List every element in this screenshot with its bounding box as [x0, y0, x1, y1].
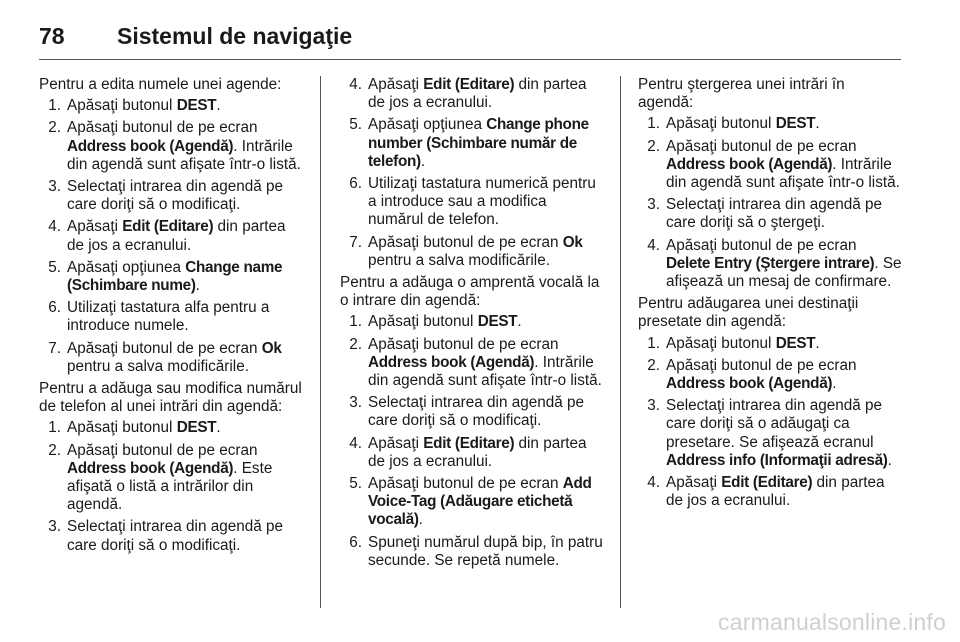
- step-text-end: .: [195, 277, 200, 295]
- step-item: [642, 474, 902, 510]
- step-text-end: .: [216, 419, 221, 437]
- column-3: [638, 76, 902, 514]
- section-intro: Pentru a edita numele unei agende:: [39, 76, 282, 93]
- step-text-end: din partea de jos a ecranului.: [666, 474, 885, 510]
- step-text-end: .: [832, 375, 837, 393]
- step-item: [642, 196, 902, 232]
- step-item: [43, 299, 303, 335]
- step-text: Selectaţi intrarea din agendă pe care doriţi să o adăugaţi ca presetare. Se afişează ecranul: [666, 397, 883, 451]
- step-text: Apăsaţi butonul: [666, 334, 776, 352]
- step-item: [344, 475, 606, 530]
- step-item: [344, 313, 606, 331]
- step-text: Utilizaţi tastatura alfa pentru a introduce numele.: [67, 299, 270, 335]
- step-keyword: Add Voice-Tag (Adăugare etichetă vocală): [368, 475, 592, 529]
- step-item: [344, 234, 606, 270]
- column-2: [340, 76, 606, 574]
- column-divider-1: [320, 76, 321, 608]
- page-header: [39, 16, 352, 56]
- step-item: [43, 218, 303, 254]
- step-text-end: .: [815, 334, 820, 352]
- step-text-end: . Intrările din agendă sunt afişate într-o listă.: [368, 353, 602, 390]
- header-divider: [39, 59, 901, 60]
- step-item: [344, 175, 606, 230]
- step-text-end: . Este afişată o listă a intrărilor din agendă.: [67, 459, 273, 514]
- step-text-end: . Intrările din agendă sunt afişate într-o listă.: [67, 137, 301, 173]
- step-item: [642, 357, 902, 393]
- step-number: 2.: [647, 137, 660, 155]
- step-item: [344, 336, 606, 391]
- page-title: Sistemul de navigaţie: [117, 22, 353, 49]
- step-number: 5.: [48, 258, 61, 276]
- step-text: Selectaţi intrarea din agendă pe care doriţi să o ştergeţi.: [666, 196, 883, 232]
- step-keyword: Address book (Agendă): [666, 375, 833, 393]
- step-text: Apăsaţi butonul de pe ecran: [368, 233, 563, 251]
- step-text: Apăsaţi opţiunea: [67, 258, 186, 276]
- step-text: Apăsaţi butonul: [368, 313, 478, 331]
- step-number: 1.: [48, 419, 61, 437]
- step-text: Apăsaţi: [666, 474, 722, 492]
- step-item: [642, 237, 902, 292]
- step-number: 6.: [48, 299, 61, 317]
- step-text-end: .: [517, 313, 522, 331]
- step-text-end: din partea de jos a ecranului.: [368, 434, 587, 470]
- step-number: 3.: [349, 394, 362, 412]
- step-text-end: din partea de jos a ecranului.: [368, 76, 587, 112]
- step-item: [43, 340, 303, 376]
- step-text: Apăsaţi butonul de pe ecran: [67, 441, 258, 459]
- section-intro: Pentru ştergerea unei intrări în agendă:: [638, 76, 845, 112]
- step-item: [43, 518, 303, 554]
- step-keyword: Edit (Editare): [122, 218, 214, 236]
- step-item: [344, 394, 606, 430]
- section-intro: Pentru adăugarea unei destinaţii presetate din agendă:: [638, 295, 859, 331]
- step-text-end: . Intrările din agendă sunt afişate într-o listă.: [666, 155, 900, 192]
- column-divider-2: [620, 76, 621, 608]
- step-keyword: Address book (Agendă): [67, 137, 234, 155]
- step-text-end: pentru a salva modificările.: [368, 251, 550, 269]
- step-text: Apăsaţi butonul de pe ecran: [368, 335, 559, 353]
- step-list: [39, 97, 303, 376]
- step-keyword: Address info (Informaţii adresă): [666, 451, 888, 469]
- page-number: 78: [39, 22, 65, 49]
- step-item: [344, 76, 606, 112]
- step-number: 4.: [349, 434, 362, 452]
- step-keyword: Address book (Agendă): [666, 155, 833, 173]
- step-text-end: .: [418, 511, 423, 529]
- step-keyword: Edit (Editare): [423, 434, 515, 452]
- step-text: Apăsaţi butonul de pe ecran: [67, 119, 258, 137]
- step-list: [340, 313, 606, 570]
- step-keyword: DEST: [775, 115, 816, 133]
- step-number: 6.: [349, 175, 362, 193]
- step-text-end: pentru a salva modificările.: [67, 357, 249, 375]
- step-number: 3.: [647, 196, 660, 214]
- step-number: 2.: [647, 356, 660, 374]
- step-number: 4.: [349, 76, 362, 93]
- step-item: [43, 97, 303, 115]
- step-number: 4.: [647, 474, 660, 492]
- step-number: 5.: [349, 116, 362, 134]
- step-keyword: DEST: [176, 97, 217, 115]
- column-1: [39, 76, 303, 559]
- step-item: [43, 442, 303, 515]
- step-keyword: Address book (Agendă): [67, 459, 234, 477]
- step-item: [642, 335, 902, 353]
- step-keyword: Edit (Editare): [423, 76, 515, 93]
- step-list: [638, 115, 902, 291]
- step-text: Apăsaţi butonul de pe ecran: [368, 475, 563, 493]
- step-list: [340, 76, 606, 270]
- step-text: Selectaţi intrarea din agendă pe care doriţi să o modificaţi.: [368, 394, 585, 430]
- step-text-end: .: [815, 115, 820, 133]
- watermark: carmanualsonline.info: [718, 609, 946, 635]
- step-item: [43, 178, 303, 214]
- step-number: 7.: [48, 339, 61, 357]
- step-number: 6.: [349, 533, 362, 551]
- step-keyword: Ok: [261, 339, 282, 357]
- step-list: [638, 335, 902, 511]
- step-text: Apăsaţi butonul de pe ecran: [666, 356, 857, 374]
- step-text: Apăsaţi: [368, 434, 424, 452]
- section-intro: Pentru a adăuga sau modifica numărul de telefon al unei intrări din agendă:: [39, 380, 302, 416]
- step-number: 4.: [48, 218, 61, 236]
- step-number: 2.: [48, 441, 61, 459]
- step-item: [642, 115, 902, 133]
- step-item: [344, 534, 606, 570]
- step-item: [642, 138, 902, 193]
- step-text: Apăsaţi: [368, 76, 424, 93]
- step-number: 3.: [647, 397, 660, 415]
- step-keyword: Edit (Editare): [721, 474, 813, 492]
- step-text: Apăsaţi butonul de pe ecran: [67, 339, 262, 357]
- step-item: [642, 397, 902, 470]
- step-text-end: .: [420, 152, 426, 170]
- step-text: Apăsaţi butonul: [666, 115, 776, 133]
- step-text-end: .: [216, 97, 221, 115]
- step-text: Apăsaţi: [67, 218, 123, 236]
- step-keyword: Change phone number (Schimbare număr de telefon): [368, 116, 589, 170]
- step-text: Apăsaţi butonul de pe ecran: [666, 137, 857, 155]
- step-text: Spuneţi numărul după bip, în patru secunde. Se repetă numele.: [368, 533, 603, 569]
- step-number: 1.: [48, 97, 61, 115]
- step-number: 1.: [349, 313, 362, 331]
- step-text: Utilizaţi tastatura numerică pentru a introduce sau a modifica numărul de telefon.: [368, 175, 596, 229]
- section-intro: Pentru a adăuga o amprentă vocală la o intrare din agendă:: [340, 274, 600, 310]
- step-text: Apăsaţi butonul: [67, 419, 177, 437]
- step-item: [344, 116, 606, 171]
- step-keyword: DEST: [176, 419, 217, 437]
- step-text: Selectaţi intrarea din agendă pe care doriţi să o modificaţi.: [67, 178, 284, 214]
- step-text: Selectaţi intrarea din agendă pe care doriţi să o modificaţi.: [67, 518, 284, 554]
- step-keyword: Delete Entry (Ştergere intrare): [666, 254, 875, 272]
- step-keyword: Ok: [562, 233, 583, 251]
- step-keyword: Change name (Schimbare nume): [67, 258, 283, 295]
- step-text-end: din partea de jos a ecranului.: [67, 218, 286, 254]
- step-number: 2.: [349, 335, 362, 353]
- step-text: Apăsaţi butonul de pe ecran: [666, 236, 857, 254]
- step-number: 3.: [48, 178, 61, 196]
- step-number: 2.: [48, 119, 61, 137]
- step-text: Apăsaţi butonul: [67, 97, 177, 115]
- step-number: 4.: [647, 236, 660, 254]
- step-list: [39, 419, 303, 554]
- step-item: [43, 119, 303, 174]
- step-text: Apăsaţi opţiunea: [368, 116, 487, 134]
- step-keyword: DEST: [477, 313, 518, 331]
- step-item: [344, 435, 606, 471]
- step-keyword: Address book (Agendă): [368, 353, 535, 371]
- step-number: 7.: [349, 233, 362, 251]
- step-text-end: .: [887, 451, 892, 469]
- step-keyword: DEST: [775, 334, 816, 352]
- step-item: [43, 259, 303, 295]
- step-text-end: . Se afişează un mesaj de confirmare.: [666, 254, 902, 291]
- step-number: 5.: [349, 475, 362, 493]
- step-number: 1.: [647, 334, 660, 352]
- step-number: 1.: [647, 115, 660, 133]
- step-number: 3.: [48, 518, 61, 536]
- step-item: [43, 419, 303, 437]
